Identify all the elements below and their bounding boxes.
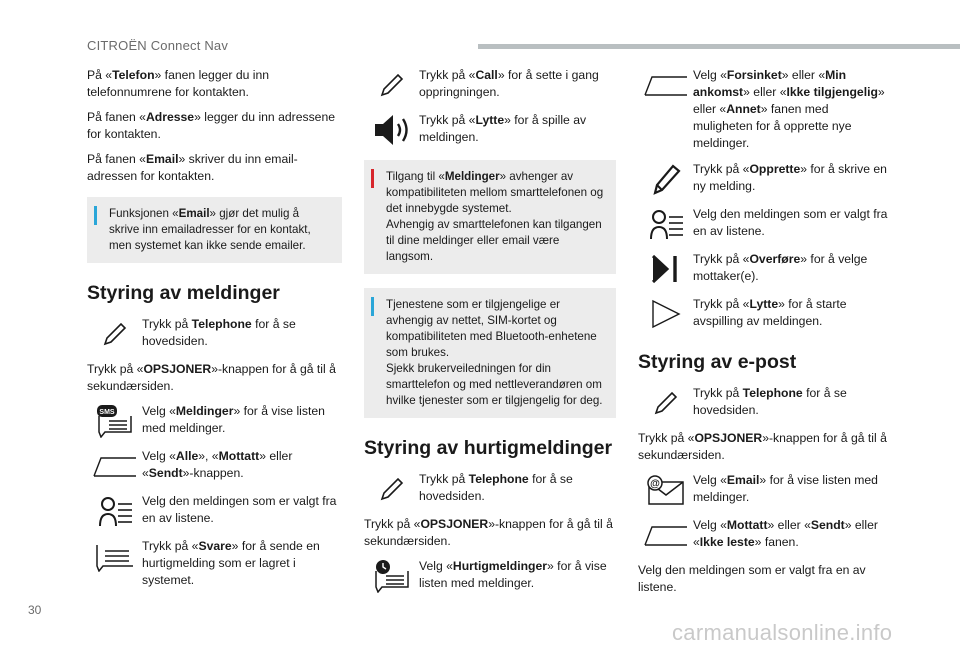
step-svare: Trykk på «Svare» for å sende en hurtigmelding som er lagret i systemet. — [87, 538, 342, 589]
watermark: carmanualsonline.info — [672, 620, 893, 645]
paragraph-opsjoner-2: Trykk på «OPSJONER»-knappen for å gå til å sekundærsiden. — [364, 517, 613, 548]
info-box-tjenester: Tjenestene som er tilgjengelige er avhengig av nettet, SIM-kortet og kompatibiliteten med Bluetooth-enhetene som brukes. Sjekk brukerveiledningen for din smarttelefon og med nettleverandøren om hvilke tjenester som er tilgjengelig for deg. — [364, 288, 616, 418]
step-opprette: Trykk på «Opprette» for å skrive en ny melding. — [638, 161, 890, 197]
info-box-email: Funksjonen «Email» gjør det mulig å skrive inn emailadresser for en kontakt, men systemet kan ikke sende emailer. — [87, 197, 342, 263]
heading-styring-hurtigmeldinger: Styring av hurtigmeldinger — [364, 437, 613, 459]
tab-shape-icon — [638, 517, 693, 553]
pencil-icon — [638, 161, 693, 197]
tab-shape-icon — [87, 448, 142, 484]
forward-arrow-icon — [638, 251, 693, 287]
step-lytte-2: Trykk på «Lytte» for å starte avspilling av meldingen. — [638, 296, 890, 332]
step-overfore: Trykk på «Overføre» for å velge mottaker(e). — [638, 251, 890, 287]
heading-styring-meldinger: Styring av meldinger — [87, 282, 280, 304]
svg-text:@: @ — [649, 478, 660, 490]
step-velg-melding-2: Velg den meldingen som er valgt fra en av listene. — [638, 206, 890, 242]
message-bubble-icon — [87, 538, 142, 574]
step-mottatt-sendt: Velg «Mottatt» eller «Sendt» eller «Ikke leste» fanen. — [638, 517, 890, 553]
step-lytte: Trykk på «Lytte» for å spille av meldingen. — [364, 112, 616, 148]
heading-styring-epost: Styring av e-post — [638, 351, 797, 373]
paragraph-opsjoner: Trykk på «OPSJONER»-knappen for å gå til å sekundærsiden. — [87, 362, 336, 393]
step-forsinket: Velg «Forsinket» eller «Min ankomst» eller «Ikke tilgjengelig» eller «Annet» fanen med muligheten for å opprette nye meldinger. — [638, 67, 890, 152]
paragraph-velg-melding: Velg den meldingen som er valgt fra en av listene. — [638, 563, 866, 594]
quick-message-icon — [364, 558, 419, 594]
page-number: 30 — [28, 603, 42, 617]
step-velg-melding: Velg den meldingen som er valgt fra en av listene. — [87, 493, 342, 529]
speaker-icon — [364, 112, 419, 148]
column-2 — [364, 67, 616, 603]
person-list-icon — [87, 493, 142, 529]
warning-box-meldinger: Tilgang til «Meldinger» avhenger av kompatibiliteten mellom smarttelefonen og det innebygde systemet. Avhengig av smarttelefonen kan tilgangen til dine meldinger eller email være langsom. — [364, 160, 616, 274]
warning-marker-icon — [371, 169, 374, 188]
running-header: CITROËN Connect Nav — [87, 38, 229, 53]
paragraph-opsjoner-3: Trykk på «OPSJONER»-knappen for å gå til å sekundærsiden. — [638, 431, 887, 462]
paragraph-email: På fanen «Email» skriver du inn email-adressen for kontakten. — [87, 152, 298, 183]
pencil-slash-icon — [87, 316, 142, 352]
info-marker-icon — [371, 297, 374, 316]
step-meldinger: SMS Velg «Meldinger» for å vise listen med meldinger. — [87, 403, 342, 439]
step-telephone-3: Trykk på Telephone for å se hovedsiden. — [638, 385, 890, 421]
column-1 — [87, 67, 342, 598]
step-telephone: Trykk på Telephone for å se hovedsiden. — [87, 316, 342, 352]
person-list-icon — [638, 206, 693, 242]
pencil-slash-icon — [638, 385, 693, 421]
info-marker-icon — [94, 206, 97, 225]
sms-message-icon — [87, 403, 142, 439]
header-bar — [478, 44, 960, 49]
step-hurtigmeldinger: Velg «Hurtigmeldinger» for å vise listen med meldinger. — [364, 558, 616, 594]
tab-shape-icon — [638, 67, 693, 103]
step-call: Trykk på «Call» for å sette i gang oppringningen. — [364, 67, 616, 103]
column-3 — [638, 67, 890, 604]
email-envelope-icon — [638, 472, 693, 508]
step-alle-mottatt-sendt: Velg «Alle», «Mottatt» eller «Sendt»-knappen. — [87, 448, 342, 484]
svg-text:SMS: SMS — [98, 409, 115, 416]
paragraph-adresse: På fanen «Adresse» legger du inn adressene for kontakten. — [87, 110, 336, 141]
pencil-slash-icon — [364, 471, 419, 507]
paragraph-telefon: På «Telefon» fanen legger du inn telefonnumrene for kontakten. — [87, 68, 270, 99]
step-telephone-2: Trykk på Telephone for å se hovedsiden. — [364, 471, 616, 507]
play-icon — [638, 296, 693, 332]
pencil-slash-icon — [364, 67, 419, 103]
step-email: @ Velg «Email» for å vise listen med meldinger. — [638, 472, 890, 508]
